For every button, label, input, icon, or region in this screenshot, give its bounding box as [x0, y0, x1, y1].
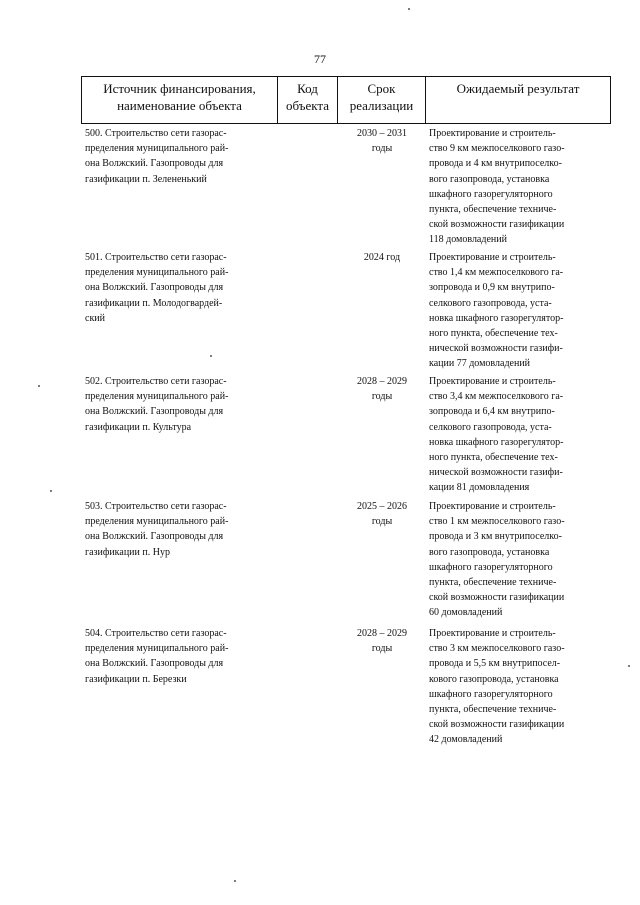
text-line: Проектирование и строитель- [429, 376, 556, 387]
text-line: она Волжский. Газопроводы для [85, 658, 224, 670]
header-text: наименование объекта [117, 98, 242, 113]
text-line: 2028 – 2029 [357, 628, 407, 639]
text-line: ской возможности газификации [429, 719, 565, 731]
object-name [85, 250, 273, 326]
implementation-term [337, 374, 427, 404]
text-line: она Волжский. Газопроводы для [85, 531, 224, 543]
text-line: нической возможности газифи- [429, 343, 563, 355]
text-line: пределения муниципального рай- [85, 516, 229, 528]
text-line: 2028 – 2029 [357, 376, 407, 387]
text-line: 504. Строительство сети газорас- [85, 628, 227, 639]
text-line: пределения муниципального рай- [85, 143, 229, 155]
header-expected-result [425, 77, 611, 123]
text-line: газификации п. Зелененький [85, 173, 207, 185]
text-line: она Волжский. Газопроводы для [85, 158, 224, 170]
text-line: ного пункта, обеспечение тех- [429, 452, 558, 464]
text-line: кации 81 домовладения [429, 482, 530, 494]
text-line: газификации п. Нур [85, 546, 170, 558]
text-line: 60 домовладений [429, 607, 503, 619]
object-name [85, 126, 273, 187]
text-line: 501. Строительство сети газорас- [85, 252, 227, 263]
expected-result [429, 250, 611, 372]
text-line: новка шкафного газорегулятор- [429, 436, 564, 448]
text-line: кового газопровода, установка [429, 673, 559, 685]
expected-result [429, 499, 611, 621]
text-line: годы [371, 516, 393, 528]
text-line: 503. Строительство сети газорас- [85, 501, 227, 512]
implementation-term [337, 626, 427, 656]
header-text: Срок [367, 81, 396, 96]
implementation-term [337, 499, 427, 529]
text-line: 500. Строительство сети газорас- [85, 128, 227, 139]
text-line: ного пункта, обеспечение тех- [429, 328, 558, 340]
text-line: ство 3 км межпоселкового газо- [429, 643, 565, 655]
header-text: объекта [285, 98, 330, 113]
text-line: она Волжский. Газопроводы для [85, 406, 224, 418]
text-line: шкафного газорегуляторного [429, 688, 553, 700]
text-line: вого газопровода, установка [429, 546, 550, 558]
text-line: ство 1 км межпоселкового газо- [429, 516, 565, 528]
text-line: Проектирование и строитель- [429, 128, 556, 139]
page-number: 77 [314, 52, 326, 66]
text-line: 2025 – 2026 [357, 501, 407, 512]
scan-speck [408, 8, 410, 10]
scan-speck [234, 880, 236, 882]
text-line: пределения муниципального рай- [85, 267, 229, 279]
text-line: пределения муниципального рай- [85, 391, 229, 403]
text-line: провода и 5,5 км внутрипосел- [429, 658, 561, 670]
text-line: ство 1,4 км межпоселкового га- [429, 267, 564, 279]
header-term [337, 77, 425, 123]
text-line: селкового газопровода, уста- [429, 297, 552, 309]
text-line: провода и 4 км внутрипоселко- [429, 158, 562, 170]
table-header [81, 76, 611, 124]
header-text: Источник финансирования, [103, 81, 256, 96]
text-line: зопровода и 0,9 км внутрипо- [429, 282, 555, 294]
text-line: газификации п. Березки [85, 673, 187, 685]
text-line: Проектирование и строитель- [429, 501, 556, 512]
text-line: зопровода и 6,4 км внутрипо- [429, 406, 555, 418]
text-line: 2024 год [363, 252, 401, 263]
object-name [85, 499, 273, 560]
text-line: вого газопровода, установка [429, 173, 550, 185]
text-line: 502. Строительство сети газорас- [85, 376, 227, 387]
object-name [85, 374, 273, 435]
text-line: шкафного газорегуляторного [429, 561, 553, 573]
implementation-term [337, 126, 427, 156]
implementation-term [337, 250, 427, 265]
text-line: кации 77 домовладений [429, 358, 531, 370]
text-line: пункта, обеспечение техниче- [429, 704, 557, 716]
text-line: нической возможности газифи- [429, 467, 563, 479]
text-line: пункта, обеспечение техниче- [429, 204, 557, 216]
text-line: газификации п. Молодогвардей- [85, 297, 223, 309]
text-line: 118 домовладений [429, 234, 507, 246]
text-line: она Волжский. Газопроводы для [85, 282, 224, 294]
scan-speck [38, 385, 40, 387]
header-text: Ожидаемый результат [456, 81, 580, 96]
text-line: 42 домовладений [429, 734, 503, 746]
text-line: годы [371, 143, 393, 155]
text-line: Проектирование и строитель- [429, 628, 556, 639]
header-text: Код [297, 81, 318, 96]
text-line: пределения муниципального рай- [85, 643, 229, 655]
text-line: ской возможности газификации [429, 219, 565, 231]
text-line: шкафного газорегуляторного [429, 188, 553, 200]
object-name [85, 626, 273, 687]
scan-speck [50, 490, 52, 492]
text-line: ской возможности газификации [429, 592, 565, 604]
text-line: новка шкафного газорегулятор- [429, 312, 564, 324]
text-line: провода и 3 км внутрипоселко- [429, 531, 562, 543]
expected-result [429, 374, 611, 496]
text-line: годы [371, 643, 393, 655]
text-line: селкового газопровода, уста- [429, 421, 552, 433]
expected-result [429, 126, 611, 248]
text-line: газификации п. Культура [85, 421, 192, 433]
header-source-name [81, 77, 277, 123]
text-line: ство 3,4 км межпоселкового га- [429, 391, 564, 403]
expected-result [429, 626, 611, 748]
scan-speck [210, 355, 212, 357]
header-text: реализации [349, 98, 414, 113]
text-line: Проектирование и строитель- [429, 252, 556, 263]
text-line: ский [85, 312, 105, 324]
text-line: пункта, обеспечение техниче- [429, 577, 557, 589]
text-line: ство 9 км межпоселкового газо- [429, 143, 565, 155]
header-object-code [277, 77, 337, 123]
text-line: годы [371, 391, 393, 403]
scan-speck [628, 665, 630, 667]
text-line: 2030 – 2031 [357, 128, 407, 139]
